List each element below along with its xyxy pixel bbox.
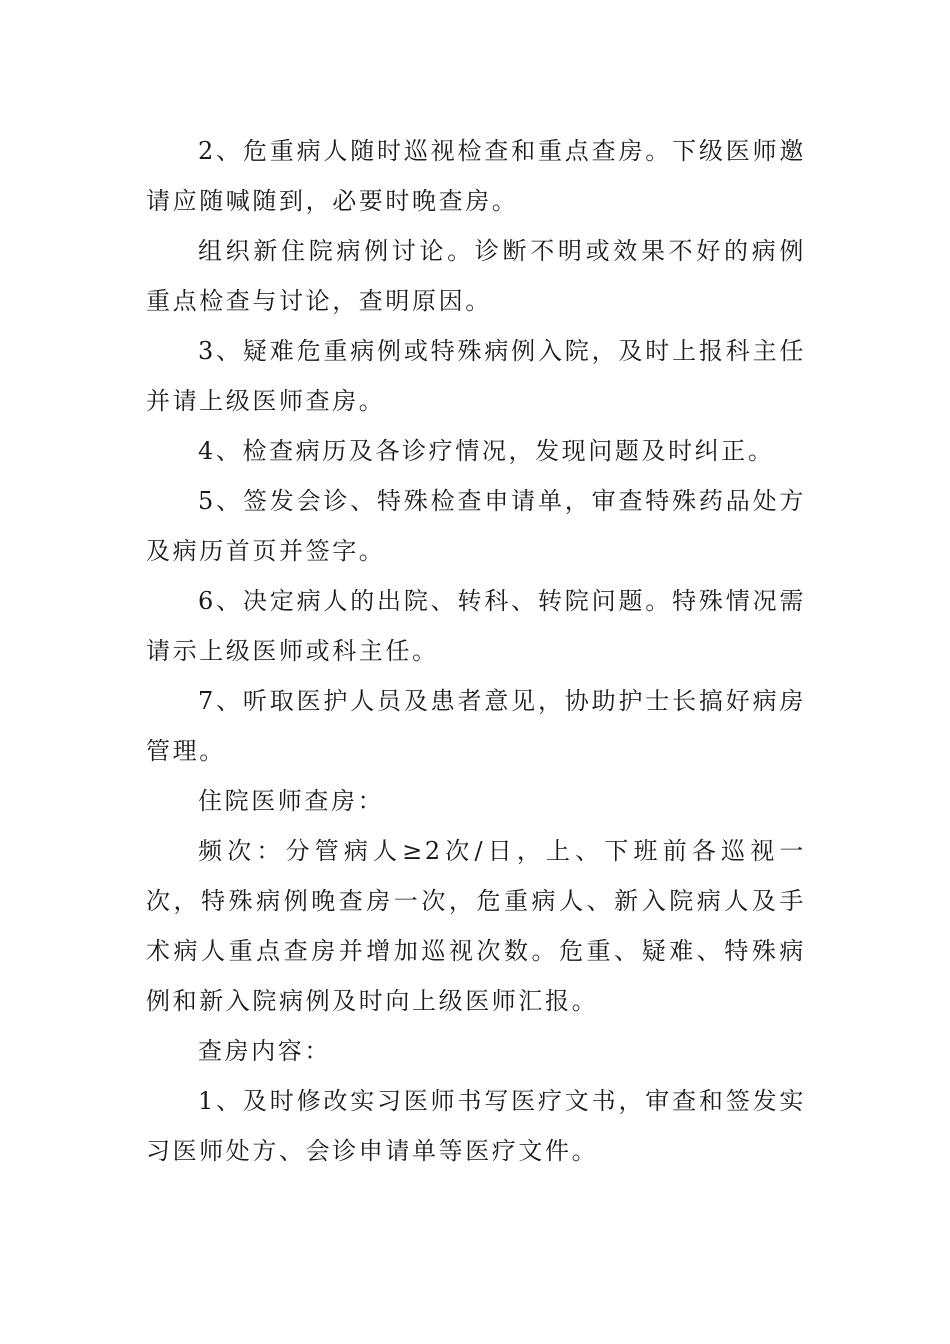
paragraph-rounds-frequency: 频次：分管病人≥2次/日，上、下班前各巡视一次，特殊病例晚查房一次，危重病人、新入院病人及手术病人重点查房并增加巡视次数。危重、疑难、特殊病例和新入院病例及时向上级医师汇报。: [146, 837, 806, 1015]
document-body: [146, 126, 806, 1176]
paragraph-senior-rounds-item-4: 4、检查病历及各诊疗情况，发现问题及时纠正。: [198, 437, 775, 465]
paragraph-senior-rounds-item-5: 5、签发会诊、特殊检查申请单，审查特殊药品处方及病历首页并签字。: [146, 487, 806, 565]
paragraph-senior-rounds-item-3: 3、疑难危重病例或特殊病例入院，及时上报科主任并请上级医师查房。: [146, 337, 806, 415]
paragraph-case-discussion: 组织新住院病例讨论。诊断不明或效果不好的病例重点检查与讨论，查明原因。: [146, 237, 806, 315]
section-heading-resident-rounds: 住院医师查房：: [198, 787, 385, 815]
section-heading-rounds-content: 查房内容：: [198, 1037, 331, 1065]
paragraph-rounds-content-item-1: 1、及时修改实习医师书写医疗文书，审查和签发实习医师处方、会诊申请单等医疗文件。: [146, 1087, 806, 1165]
paragraph-senior-rounds-item-7: 7、听取医护人员及患者意见，协助护士长搞好病房管理。: [146, 687, 806, 765]
paragraph-senior-rounds-item-6: 6、决定病人的出院、转科、转院问题。特殊情况需请示上级医师或科主任。: [146, 587, 806, 665]
paragraph-senior-rounds-item-2: 2、危重病人随时巡视检查和重点查房。下级医师邀请应随喊随到，必要时晚查房。: [146, 137, 806, 215]
